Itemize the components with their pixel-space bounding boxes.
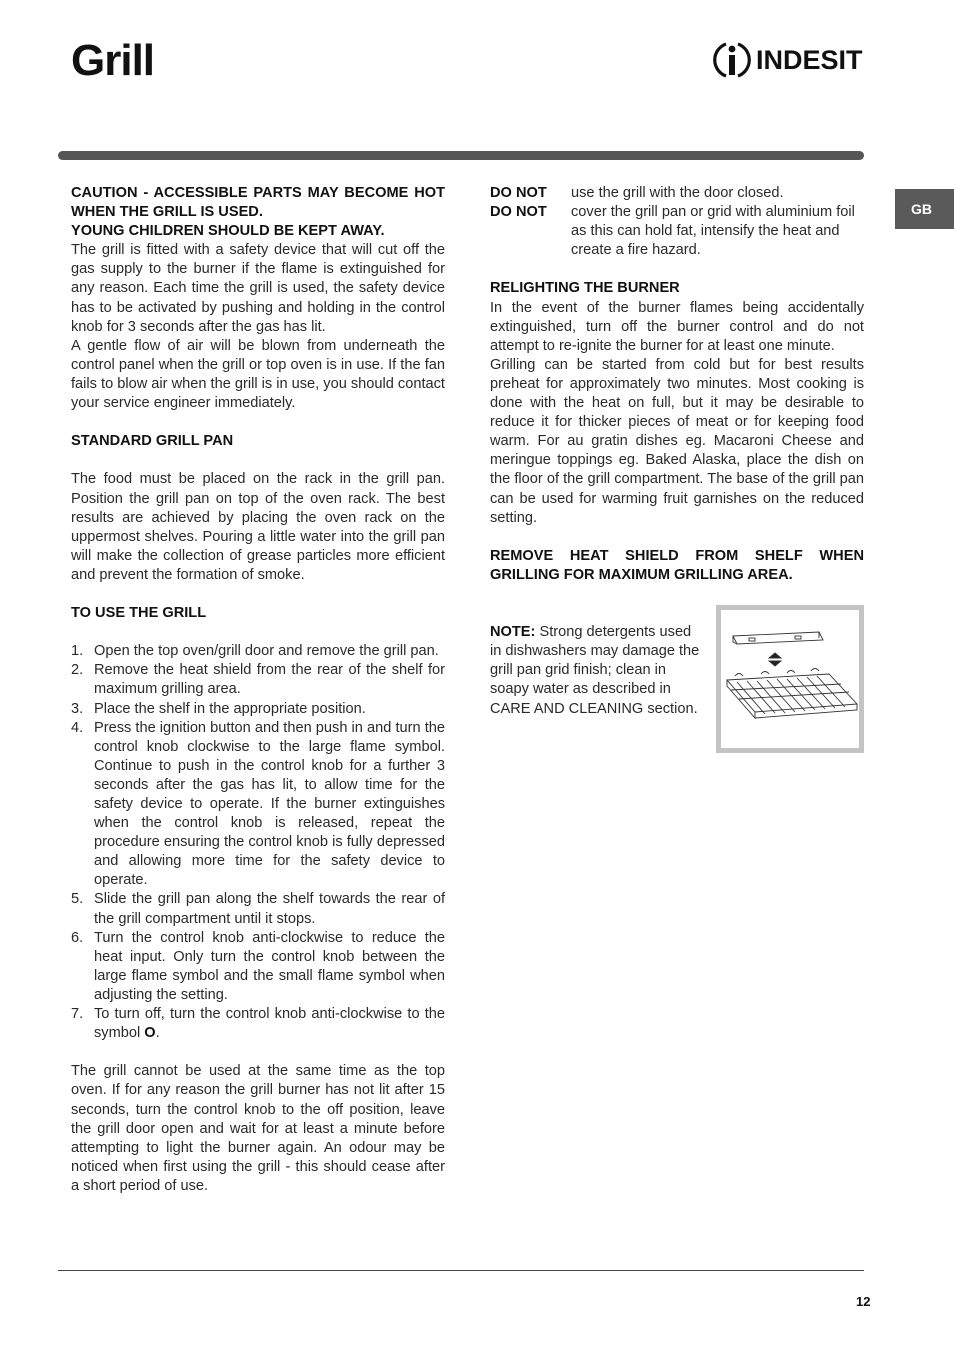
safety-device-paragraph: The grill is fitted with a safety device that will cut off the gas supply to the burner if the flame is extinguished for any reason. Each time the grill is used, the safety device has to be activated by pushing and holding in the control knob for 3 seconds after the gas has lit. (71, 242, 445, 335)
list-item: 2. Remove the heat shield from the rear of the shelf for maximum grilling area. (71, 662, 445, 698)
indesit-i-icon (712, 40, 752, 80)
footer-divider (58, 1270, 864, 1271)
note-section (490, 623, 864, 718)
relight-heading: RELIGHTING THE BURNER (490, 280, 680, 297)
fan-paragraph: A gentle flow of air will be blown from underneath the control panel when the grill or top oven is in use. If the fan fails to blow air when the grill is in use, you should contact your service engineer immediately. (71, 337, 445, 412)
heat-shield-shelf-diagram (721, 610, 859, 748)
children-warning: YOUNG CHILDREN SHOULD BE KEPT AWAY. (71, 223, 385, 240)
caution-heading: CAUTION - ACCESSIBLE PARTS MAY BECOME HOT WHEN THE GRILL IS USED. (71, 185, 445, 221)
donot-item: DO NOT cover the grill pan or grid with aluminium foil as this can hold fat, intensify the heat and create a fire hazard. (490, 204, 855, 259)
final-paragraph: The grill cannot be used at the same time as the top oven. If for any reason the grill burner has not lit after 15 seconds, turn the control knob to the off position, leave the grill door open and wait for at least a minute before attempting to light the burner again. An odour may be noticed when first using the grill - this should cease after a short period of use. (71, 1063, 445, 1194)
language-tab: GB (895, 189, 954, 229)
grill-shelf-illustration (716, 605, 864, 753)
page-number: 12 (856, 1294, 871, 1309)
note-paragraph: NOTE: Strong detergents used in dishwashers may damage the grill pan grid finish; clean in soapy water as described in CARE AND CLEANING section. (490, 624, 700, 717)
grill-steps-list (71, 642, 445, 1043)
use-grill-heading: TO USE THE GRILL (71, 605, 207, 622)
grilling-paragraph: Grilling can be started from cold but for best results preheat for approximately two minutes. Most cooking is done with the heat on full, but it may be desirable to reduce it for thicker pieces of meat or for keeping food warm. For au gratin dishes eg. Macaroni Cheese and meringue toppings eg. Baked Alaska, place the dish on the floor of the grill compartment. The base of the grill pan can be used for warming fruit garnishes on the reduced setting. (490, 356, 864, 526)
off-symbol: O (144, 1025, 156, 1042)
list-item: 4. Press the ignition button and then push in and turn the control knob clockwise to the large flame symbol. Continue to push in the control knob for a further 3 seconds after the gas has lit, to allow time for the safety device to operate. If the burner extinguishes when the control knob is released, repeat the procedure ensuring the control knob is fully depressed and allowing more time for the safety device to operate. (71, 719, 445, 889)
relight-paragraph: In the event of the burner flames being accidentally extinguished, turn off the burner control and do not attempt to re-ignite the burner for at least one minute. (490, 299, 864, 354)
list-item: 1. Open the top oven/grill door and remove the grill pan. (71, 643, 439, 660)
donot-item: DO NOT use the grill with the door closed. (490, 185, 784, 201)
grill-pan-heading: STANDARD GRILL PAN (71, 433, 234, 450)
right-column (490, 184, 864, 719)
list-item: 7. To turn off, turn the control knob anti-clockwise to the symbol O. (71, 1006, 445, 1042)
list-item: 3. Place the shelf in the appropriate position. (71, 700, 366, 717)
brand-name: INDESIT (756, 44, 863, 75)
indesit-logo (712, 38, 864, 82)
note-label: NOTE: (490, 624, 536, 641)
header-divider (58, 151, 864, 160)
page-title: Grill (71, 36, 155, 85)
grill-pan-paragraph: The food must be placed on the rack in the grill pan. Position the grill pan on top of the oven rack. The best results are achieved by placing the oven rack on the uppermost shelves. Pouring a little water into the grill pan will make the collection of grease particles more efficient and prevent the formation of smoke. (71, 471, 445, 583)
list-item: 5. Slide the grill pan along the shelf towards the rear of the grill compartment until it stops. (71, 891, 445, 927)
heat-shield-heading: REMOVE HEAT SHIELD FROM SHELF WHEN GRILLING FOR MAXIMUM GRILLING AREA. (490, 547, 864, 583)
list-item: 6. Turn the control knob anti-clockwise to reduce the heat input. Only turn the control knob between the large flame symbol and the small flame symbol when adjusting the setting. (71, 929, 445, 1003)
left-column (71, 184, 445, 1196)
